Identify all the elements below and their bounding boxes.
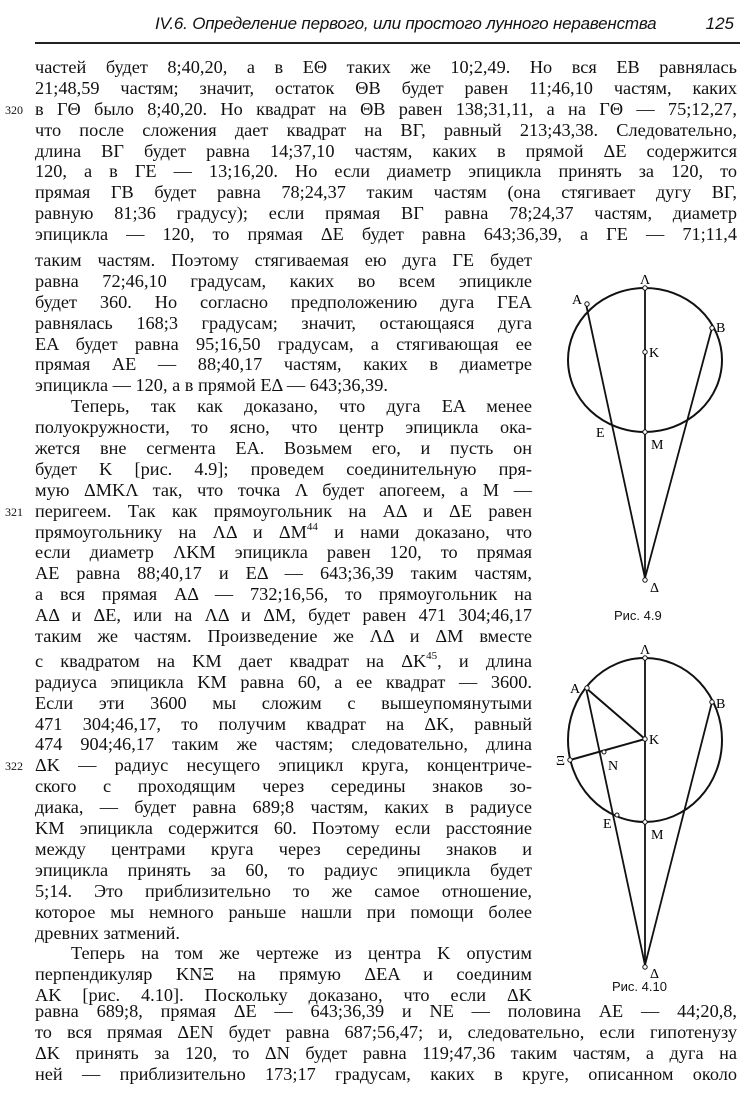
line-b-delta <box>645 328 712 578</box>
text-line <box>35 584 532 605</box>
text-line <box>35 626 532 647</box>
line-text: будет K [рис. 4.9]; проведем соединительную пря- <box>35 458 532 479</box>
line-text: которое мы немного раньше нашли при помощи более <box>35 901 532 922</box>
text-line <box>35 605 532 626</box>
text-line <box>35 182 737 203</box>
line-text: равную 81;36 градусу); если прямая BГ равна 78;24,37 частям, диаметр <box>35 203 737 224</box>
line-text: таким частям. Поэтому стягиваемая ею дуга ГE будет <box>35 250 532 270</box>
line-text: таким же частям. Произведение же ΛΔ и ΔM вместе <box>35 626 532 647</box>
line-text: радиуса эпицикла KM равна 60, а ее квадрат — 3600. <box>35 671 532 692</box>
footnote-marker: 44 <box>306 520 318 533</box>
label-b: B <box>716 697 726 712</box>
line-a-delta <box>586 304 645 578</box>
line-text: EA будет равна 95;16,50 градусам, а стягивающая ее <box>35 333 532 354</box>
text-block-beside-figures <box>5 250 532 1006</box>
margin-page-reference: 320 <box>5 102 23 117</box>
text-line <box>35 923 532 944</box>
line-text: 474 904;46,17 таким же частям; следовательно, длина <box>35 734 532 755</box>
line-text: жется вне сегмента EA. Возьмем его, и пусть он <box>35 438 532 459</box>
text-line <box>35 334 532 355</box>
text-line <box>35 693 532 714</box>
line-text: древних затмений. <box>35 922 180 943</box>
text-line <box>35 250 532 271</box>
text-line <box>35 964 532 985</box>
line-k-xi <box>570 739 645 760</box>
line-text: ΔK — радиус несущего эпицикл круга, концентриче- <box>35 755 532 776</box>
label-b: B <box>716 321 726 336</box>
text-block-bottom <box>35 1001 737 1085</box>
line-text: равна 689;8, прямая ΔE — 643;36,39 и NE — половина AE — 44;20,8, <box>35 1001 737 1021</box>
label-e: E <box>603 817 612 832</box>
line-text: будет 360. Но согласно предположению дуга ГEA <box>35 291 532 312</box>
line-text: между центрами круга через середины знаков и <box>35 838 532 859</box>
text-line <box>35 881 532 902</box>
line-text: AΔ и ΔE, или на ΛΔ и ΔM, будет равен 471 304;46,17 <box>35 605 532 626</box>
line-text: эпицикла принять за 60, то радиус эпицикла будет <box>35 859 532 880</box>
line-text: длина BГ будет равна 14;37,10 частям, каких в прямой ΔE содержится <box>35 140 737 161</box>
line-text: равнялась 168;3 градусам; значит, остающаяся дуга <box>35 312 532 333</box>
line-text: в ГΘ было 8;40,20. Но квадрат на ΘB равен 138;31,11, а на ГΘ — 75;12,27, <box>35 98 737 119</box>
line-text: мую ΔMKΛ так, что точка Λ будет апогеем, а M — <box>35 479 532 500</box>
text-line <box>35 797 532 818</box>
text-line <box>35 57 737 78</box>
footnote-marker: 45 <box>426 649 438 662</box>
label-m: M <box>651 828 664 843</box>
label-delta: Δ <box>650 581 660 596</box>
line-text: AE равна 88;40,17 и EΔ — 643;36,39 таким частям, <box>35 563 532 584</box>
text-line <box>35 480 532 501</box>
line-text: что после сложения дает квадрат на BГ, равный 213;43,38. Следовательно, <box>35 119 737 140</box>
text-line <box>35 354 532 375</box>
text-line <box>35 943 532 964</box>
text-line <box>35 1064 737 1085</box>
text-line <box>35 1001 737 1022</box>
text-line <box>35 651 532 672</box>
text-line <box>35 120 737 141</box>
text-line <box>35 141 737 162</box>
line-text: прямая ГB будет равна 78;24,37 таким частям (она стягивает дугу BГ, <box>35 182 737 203</box>
line-text: перигеем. Так как прямоугольник на AΔ и ΔE равен <box>35 500 532 521</box>
line-text-continued: и нами доказано, что <box>317 521 532 542</box>
figure-4-9 <box>540 270 750 600</box>
text-line <box>35 417 532 438</box>
text-line <box>35 839 532 860</box>
label-a: A <box>570 682 581 697</box>
text-line <box>5 98 737 120</box>
line-text: то вся прямая ΔEN будет равна 687;56,47; и, следовательно, если гипотенузу <box>35 1021 737 1042</box>
line-text: 120, а в ГE — 13;16,20. Но если диаметр эпицикла принять за 120, то <box>35 161 737 182</box>
line-text: диака, — будет равна 689;8 частям, каких в радиусе <box>35 797 532 818</box>
figure-4-9-caption: Рис. 4.9 <box>614 608 662 623</box>
line-text: частей будет 8;40,20, а в EΘ таких же 10;2,49. Но вся EB равнялась <box>35 57 737 77</box>
line-text: прямая AE — 88;40,17 частям, каких в диаметре <box>35 354 532 375</box>
text-line <box>35 203 737 224</box>
line-text: ΔK принять за 120, то ΔN будет равна 119;47,36 таким частям, а дуга на <box>35 1042 737 1063</box>
label-a: A <box>572 293 583 308</box>
running-header <box>35 8 740 44</box>
line-text: Теперь, так как доказано, что дуга EA менее <box>71 396 532 417</box>
chapter-title: IV.6. Определение первого, или простого лунного неравенства <box>155 14 657 33</box>
text-line <box>35 542 532 563</box>
text-line <box>35 271 532 292</box>
label-e: E <box>596 426 605 441</box>
text-line <box>35 161 737 182</box>
text-line <box>35 776 532 797</box>
line-text: эпицикла — 120, то прямая ΔE будет равна 643;36,39, а ГE — 71;11,4 <box>35 224 737 245</box>
text-line <box>35 734 532 755</box>
text-line <box>35 375 532 396</box>
page-number: 125 <box>705 14 734 33</box>
line-text: перпендикуляр KNΞ на прямую ΔEA и соединим <box>35 964 532 985</box>
text-line <box>5 500 532 522</box>
margin-page-reference: 322 <box>5 759 23 774</box>
text-block-top <box>5 57 737 245</box>
text-line <box>35 860 532 881</box>
margin-page-reference: 321 <box>5 504 23 519</box>
label-xi: Ξ <box>556 754 566 769</box>
text-line <box>35 313 532 334</box>
line-text: а вся прямая AΔ — 732;16,56, то прямоугольник на <box>35 584 532 605</box>
text-line <box>35 714 532 735</box>
line-text: 21;48,59 частям; значит, остаток ΘB будет равен 11;46,10 частям, каких <box>35 77 737 98</box>
line-text-continued: , и длина <box>437 650 532 671</box>
text-line <box>35 1043 737 1064</box>
text-line <box>35 224 737 245</box>
text-line <box>35 292 532 313</box>
line-text: 5;14. Это приблизительно то же самое отношение, <box>35 880 532 901</box>
line-text: если диаметр ΛKM эпицикла равен 120, то прямая <box>35 542 532 563</box>
line-text: ского с проходящим через середины знаков зо- <box>35 776 532 797</box>
text-line <box>35 818 532 839</box>
line-text: прямоугольнику на ΛΔ и ΔM <box>35 521 307 542</box>
label-delta: Δ <box>650 967 660 980</box>
line-text: равна 72;46,10 градусам, каких во всем эпицикле <box>35 270 532 291</box>
line-text: с квадратом на KM дает квадрат на ΔK <box>35 650 427 671</box>
text-line <box>35 522 532 543</box>
text-line <box>35 438 532 459</box>
label-lambda: Λ <box>640 273 651 288</box>
text-line <box>35 672 532 693</box>
text-line <box>5 755 532 776</box>
text-line <box>35 563 532 584</box>
text-line <box>35 459 532 480</box>
figure-4-10 <box>540 640 750 980</box>
text-line <box>35 78 737 99</box>
label-lambda: Λ <box>640 643 651 658</box>
line-text: эпицикла — 120, а в прямой EΔ — 643;36,39. <box>35 375 388 396</box>
label-k: K <box>649 733 660 748</box>
text-line <box>35 902 532 923</box>
line-text: Теперь на том же чертеже из центра K опустим <box>71 943 532 964</box>
line-a-delta <box>586 688 645 965</box>
label-k: K <box>649 346 660 361</box>
line-text: AK [рис. 4.10]. Поскольку доказано, что если ΔK <box>35 985 532 1006</box>
line-text: полуокружности, то ясно, что центр эпицикла ока- <box>35 417 532 438</box>
figure-4-10-caption: Рис. 4.10 <box>612 979 667 994</box>
text-line <box>35 396 532 417</box>
line-text: 471 304;46,17, то получим квадрат на ΔK, равный <box>35 713 532 734</box>
text-line <box>35 1022 737 1043</box>
line-text: ней — приблизительно 173;17 градусам, каких в круге, описанном около <box>35 1063 737 1084</box>
label-m: M <box>651 438 664 453</box>
label-n: N <box>608 759 619 774</box>
line-text: KM эпицикла содержится 60. Поэтому если расстояние <box>35 818 532 839</box>
line-text: Если эти 3600 мы сложим с вышеупомянутыми <box>35 692 532 713</box>
